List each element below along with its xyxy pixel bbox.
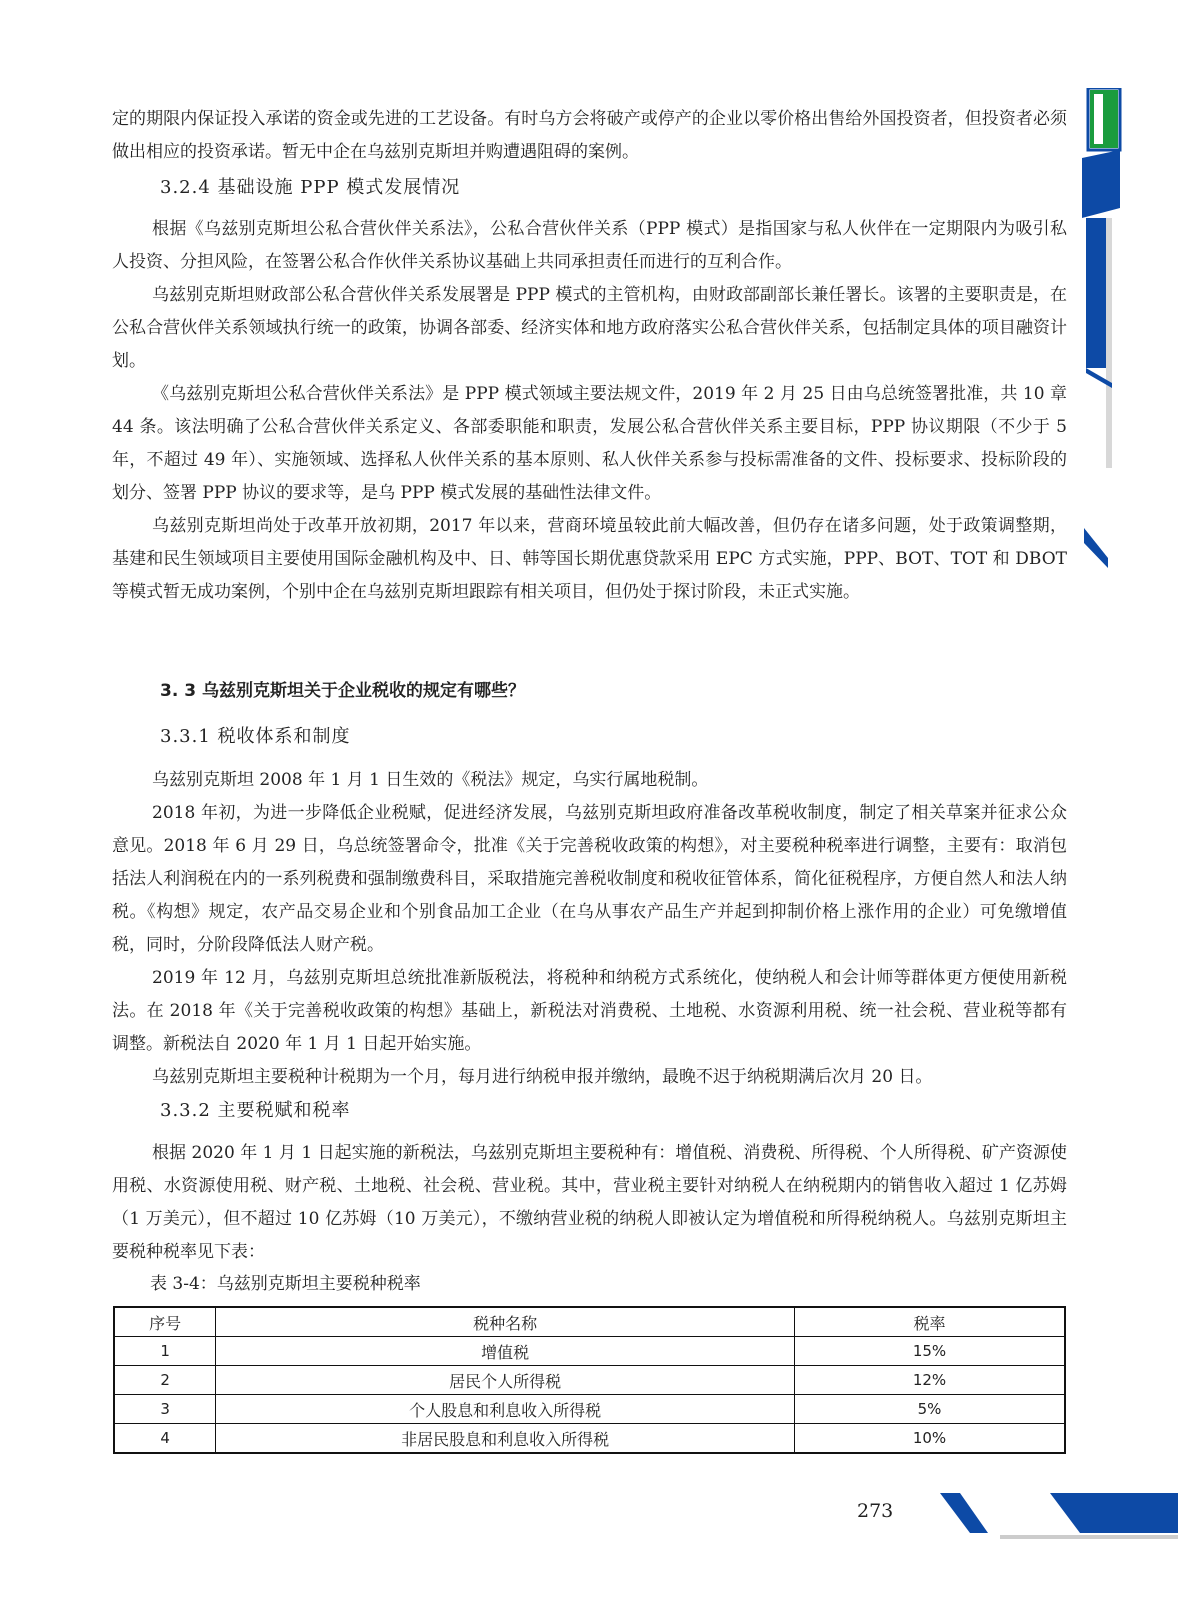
paragraph: 《乌兹别克斯坦公私合营伙伴关系法》是 PPP 模式领域主要法规文件，2019 年 2 月 25 日由乌总统签署批准，共 10 章 44 条。该法明确了公私合营伙伴关系定义、各部委职能和职责，发展公私合营伙伴关系主要目标，PPP 协议期限（不少于 5 年，不超过 49 年）、实施领域、选择私人伙伴关系的基本原则、私人伙伴关系参与投标需准备的文件、投标要求、投标阶段的划分、签署 PPP 协议的要求等，是乌 PPP 模式发展的基础性法律文件。 xyxy=(112,384,1067,503)
paragraph-block-tax-system xyxy=(112,764,1067,1094)
table-cell-tax-name: 个人股息和利息收入所得税 xyxy=(216,1395,795,1424)
table-cell-index: 1 xyxy=(114,1337,216,1366)
table-row xyxy=(114,1337,1065,1366)
paragraph-1-block xyxy=(112,103,1067,169)
paragraph: 定的期限内保证投入承诺的资金或先进的工艺设备。有时乌方会将破产或停产的企业以零价格出售给外国投资者，但投资者必须做出相应的投资承诺。暂无中企在乌兹别克斯坦并购遭遇阻碍的案例。 xyxy=(112,109,1067,162)
paragraph: 2019 年 12 月，乌兹别克斯坦总统批准新版税法，将税种和纳税方式系统化，使纳税人和会计师等群体更方便使用新税法。在 2018 年《关于完善税收政策的构想》基础上，新税法对消费税、土地税、水资源利用税、统一社会税、营业税等都有调整。新税法自 2020 年 1 月 1 日起开始实施。 xyxy=(112,968,1067,1054)
table-cell-index: 3 xyxy=(114,1395,216,1424)
paragraph-block-ppp xyxy=(112,213,1067,609)
section-heading-3-3-1: 3.3.1 税收体系和制度 xyxy=(160,726,351,747)
tax-rate-table xyxy=(113,1306,1066,1454)
table-row xyxy=(114,1424,1065,1454)
column-header: 税种名称 xyxy=(216,1307,795,1337)
section-heading-3-2-4: 3.2.4 基础设施 PPP 模式发展情况 xyxy=(160,177,461,198)
section-heading-3-3: 3. 3 乌兹别克斯坦关于企业税收的规定有哪些？ xyxy=(160,681,525,701)
table-header-row xyxy=(114,1307,1065,1337)
section-heading-3-3-2: 3.3.2 主要税赋和税率 xyxy=(160,1100,351,1121)
table-cell-tax-name: 非居民股息和利息收入所得税 xyxy=(216,1424,795,1454)
page-number: 273 xyxy=(857,1500,894,1522)
table-row xyxy=(114,1366,1065,1395)
paragraph: 2018 年初，为进一步降低企业税赋，促进经济发展，乌兹别克斯坦政府准备改革税收制度，制定了相关草案并征求公众意见。2018 年 6 月 29 日，乌总统签署命令，批准《关于完善税收政策的构想》，对主要税种税率进行调整，主要有：取消包括法人利润税在内的一系列税费和强制缴费科目，采取措施完善税收制度和税收征管体系，简化征税程序，方便自然人和法人纳税。《构想》规定，农产品交易企业和个别食品加工企业（在乌从事农产品生产并起到抑制价格上涨作用的企业）可免缴增值税，同时，分阶段降低法人财产税。 xyxy=(112,803,1067,955)
paragraph: 根据 2020 年 1 月 1 日起实施的新税法，乌兹别克斯坦主要税种有：增值税、消费税、所得税、个人所得税、矿产资源使用税、水资源使用税、财产税、土地税、社会税、营业税。其中，营业税主要针对纳税人在纳税期内的销售收入超过 1 亿苏姆（1 万美元），但不超过 10 亿苏姆（10 万美元），不缴纳营业税的纳税人即被认定为增值税和所得税纳税人。乌兹别克斯坦主要税种税率见下表： xyxy=(112,1143,1067,1262)
table-row xyxy=(114,1395,1065,1424)
paragraph: 乌兹别克斯坦主要税种计税期为一个月，每月进行纳税申报并缴纳，最晚不迟于纳税期满后次月 20 日。 xyxy=(152,1067,933,1087)
table-cell-rate: 12% xyxy=(795,1366,1065,1395)
table-caption: 表 3-4：乌兹别克斯坦主要税种税率 xyxy=(150,1274,421,1294)
table-cell-rate: 5% xyxy=(795,1395,1065,1424)
table-cell-tax-name: 居民个人所得税 xyxy=(216,1366,795,1395)
footer-stripe-decoration xyxy=(940,1485,1178,1545)
table-cell-rate: 15% xyxy=(795,1337,1065,1366)
table-cell-index: 4 xyxy=(114,1424,216,1454)
column-header: 序号 xyxy=(114,1307,216,1337)
table-cell-index: 2 xyxy=(114,1366,216,1395)
paragraph: 乌兹别克斯坦 2008 年 1 月 1 日生效的《税法》规定，乌实行属地税制。 xyxy=(152,770,709,790)
paragraph-block-tax-rates xyxy=(112,1137,1067,1269)
table-cell-tax-name: 增值税 xyxy=(216,1337,795,1366)
paragraph: 乌兹别克斯坦尚处于改革开放初期，2017 年以来，营商环境虽较此前大幅改善，但仍存在诸多问题，处于政策调整期，基建和民生领域项目主要使用国际金融机构及中、日、韩等国长期优惠贷款采用 EPC 方式实施，PPP、BOT、TOT 和 DBOT 等模式暂无成功案例，个别中企在乌兹别克斯坦跟踪有相关项目，但仍处于探讨阶段，未正式实施。 xyxy=(112,516,1067,602)
paragraph: 根据《乌兹别克斯坦公私合营伙伴关系法》，公私合营伙伴关系（PPP 模式）是指国家与私人伙伴在一定期限内为吸引私人投资、分担风险，在签署公私合作伙伴关系协议基础上共同承担责任而进行的互利合作。 xyxy=(112,219,1067,272)
table-cell-rate: 10% xyxy=(795,1424,1065,1454)
edge-flag-decoration xyxy=(1078,88,1178,588)
column-header: 税率 xyxy=(795,1307,1065,1337)
paragraph: 乌兹别克斯坦财政部公私合营伙伴关系发展署是 PPP 模式的主管机构，由财政部副部长兼任署长。该署的主要职责是，在公私合营伙伴关系领域执行统一的政策，协调各部委、经济实体和地方政府落实公私合营伙伴关系，包括制定具体的项目融资计划。 xyxy=(112,285,1067,371)
